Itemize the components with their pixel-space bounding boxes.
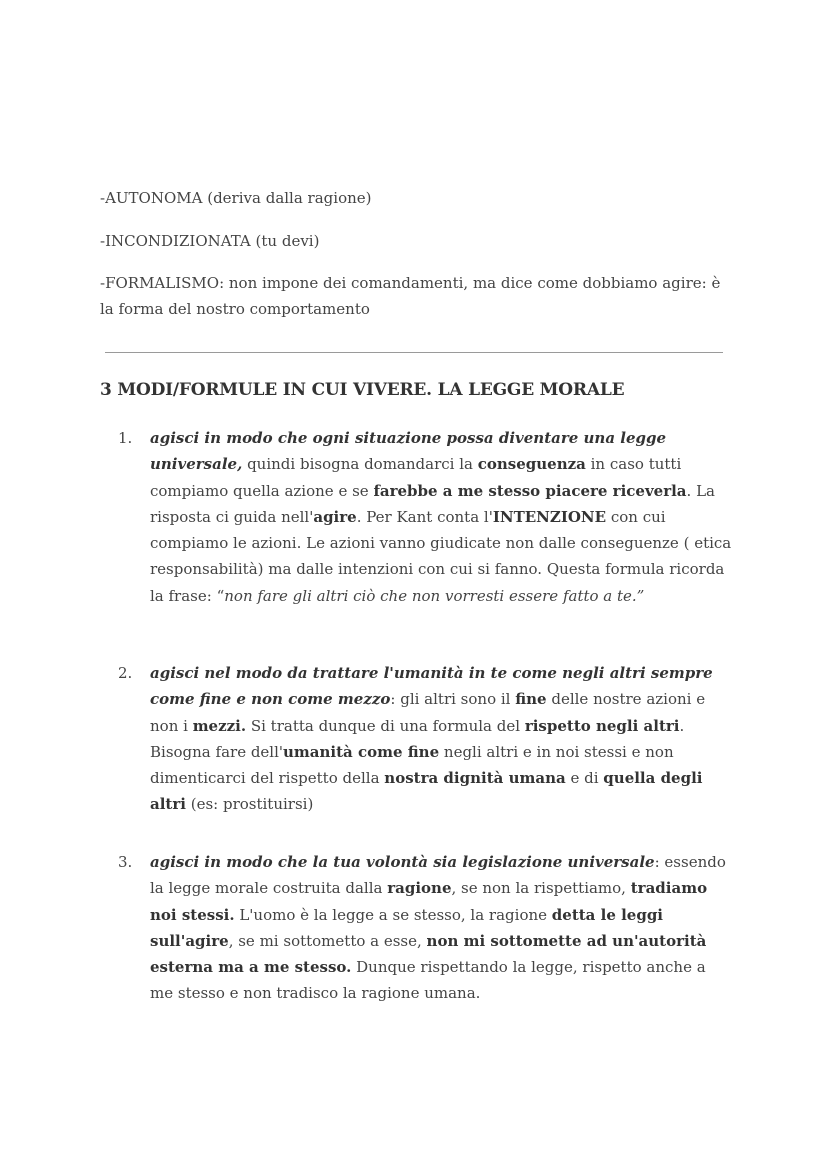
text-run: in caso tutti compiamo quella azione e se xyxy=(150,455,682,500)
text-run: : essendo la legge morale costruita dalla xyxy=(150,853,726,898)
emphasis: mezzi. xyxy=(192,716,247,735)
emphasis: INTENZIONE xyxy=(492,507,607,526)
text-run: delle nostre azioni e non i xyxy=(150,690,706,735)
autonoma-line: -AUTONOMA (deriva dalla ragione) xyxy=(100,189,372,207)
text-run: , se non la rispettiamo, xyxy=(451,879,631,898)
list-item-text xyxy=(150,660,732,818)
emphasis: rispetto negli altri xyxy=(524,716,680,735)
emphasis: detta le leggi sull'agire xyxy=(150,905,664,950)
emphasis: non mi sottomette ad un'autorità esterna ma a me stesso. xyxy=(150,931,707,977)
text-run: negli altri e in noi stessi e non dimenticarci del rispetto della xyxy=(150,742,674,788)
emphasis: nostra dignità umana xyxy=(384,769,566,788)
list-number: 3. xyxy=(118,853,133,871)
formula-statement: agisci nel modo da trattare l'umanità in te come negli altri sempre come fine e non come mezzo xyxy=(150,664,713,709)
text-run: (es: prostituirsi) xyxy=(185,795,314,814)
emphasis: umanità come fine xyxy=(283,742,440,761)
list-item-text xyxy=(150,849,732,1007)
text-run: . Bisogna fare dell' xyxy=(150,716,685,761)
incondizionata-line: -INCONDIZIONATA (tu devi) xyxy=(100,232,320,250)
formula-statement: agisci in modo che la tua volontà sia legislazione universale xyxy=(150,853,655,871)
emphasis: farebbe a me stesso piacere riceverla xyxy=(373,481,687,500)
horizontal-divider xyxy=(105,352,723,353)
list-number: 2. xyxy=(118,664,133,682)
list-number: 1. xyxy=(118,429,133,447)
text-run: , se mi sottometto a esse, xyxy=(228,931,427,950)
text-run: e di xyxy=(565,769,604,788)
text-run: Si tratta dunque di una formula del xyxy=(246,716,525,735)
text-run: . La risposta ci guida nell' xyxy=(150,481,715,526)
emphasis: conseguenza xyxy=(477,455,586,474)
section-heading: 3 MODI/FORMULE IN CUI VIVERE. LA LEGGE MORALE xyxy=(100,380,625,400)
emphasis: tradiamo noi stessi. xyxy=(150,879,708,924)
emphasis: ragione xyxy=(387,879,452,898)
emphasis: agire xyxy=(313,507,357,526)
text-run: Dunque rispettando la legge, rispetto anche a me stesso e non tradisco la ragione umana. xyxy=(150,958,706,1003)
text-run: quindi bisogna domandarci la xyxy=(242,455,478,474)
formalismo-line: -FORMALISMO: non impone dei comandamenti, ma dice come dobbiamo agire: è la forma del nostro comportamento xyxy=(100,274,721,318)
emphasis: fine xyxy=(515,690,547,709)
text-run: con cui compiamo le azioni. Le azioni vanno giudicate non dalle conseguenze ( etica responsabilità) ma dalle intenzioni con cui si fanno. Questa formula ricorda la frase: “ xyxy=(150,507,732,605)
text-run: . Per Kant conta l' xyxy=(356,507,493,526)
list-item-text xyxy=(150,425,732,609)
emphasis: quella degli altri xyxy=(150,769,703,814)
formula-statement: agisci in modo che ogni situazione possa diventare una legge universale, xyxy=(150,429,667,474)
text-run: : gli altri sono il xyxy=(390,690,516,709)
quote: non fare gli altri ciò che non vorresti essere fatto a te.” xyxy=(224,586,645,605)
text-run: L'uomo è la legge a se stesso, la ragione xyxy=(234,905,552,924)
